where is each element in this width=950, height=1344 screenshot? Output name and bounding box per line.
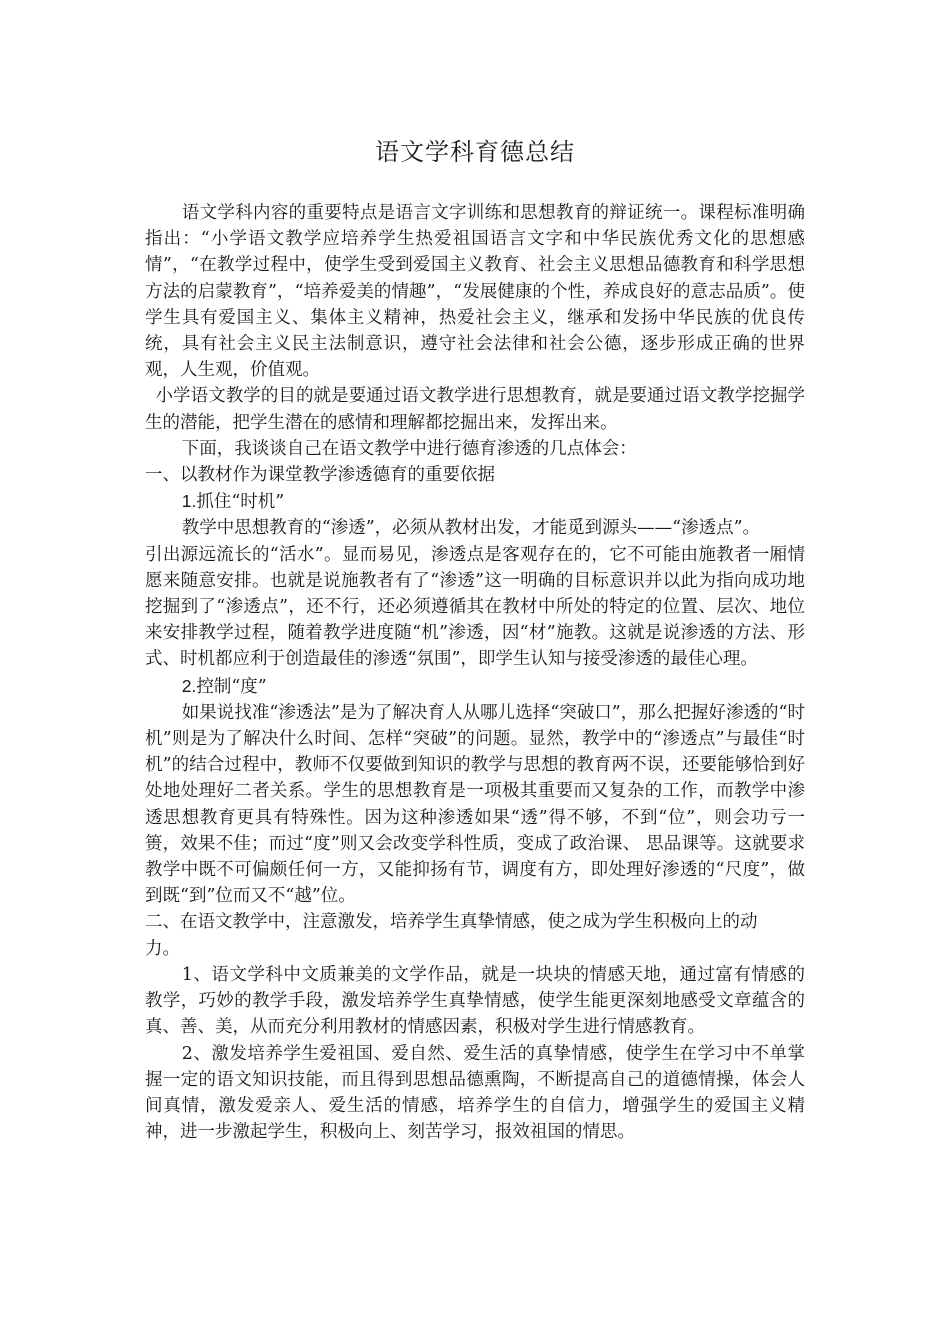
paragraph-intro: 语文学科内容的重要特点是语言文字训练和思想教育的辩证统一。课程标准明确指出：“小学语文教学应培养学生热爱祖国语言文字和中华民族优秀文化的思想感情”，“在教学过程中，使学生受到爱国主义教育、社会主义思想品德教育和科学思想方法的启蒙教育”，“培养爱美的情趣”，“发展健康的个性，养成良好的意志品质”。使学生具有爱国主义、集体主义精神，热爱社会主义，继承和发扬中华民族的优良传统，具有社会主义民主法制意识，遵守社会法律和社会公德，逐步形成正确的世界观，人生观，价值观。 — [145, 203, 805, 381]
paragraph-emotion-2: 2、激发培养学生爱祖国、爱自然、爱生活的真挚情感，使学生在学习中不单掌握一定的语文知识技能，而且得到思想品德熏陶，不断提高自己的道德情操，体会人间真情，激发爱亲人、爱生活的情感，培养学生的自信力，增强学生的爱国主义精神，进一步激起学生，积极向上、刻苦学习，报效祖国的情思。 — [145, 1043, 805, 1143]
subheading-2-text: 控制“度” — [196, 676, 267, 697]
subheading-2-number: 2. — [181, 675, 197, 696]
document-body — [145, 200, 805, 1145]
paragraph-overview: 下面，我谈谈自己在语文教学中进行德育渗透的几点体会： — [181, 438, 637, 459]
section-heading-2-line-2: 力。 — [145, 938, 180, 959]
subheading-2 — [145, 673, 805, 700]
paragraph-emotion-1: 1、语文学科中文质兼美的文学作品，就是一块块的情感天地，通过富有情感的教学，巧妙的教学手段，激发培养学生真挚情感，使学生能更深刻地感受文章蕴含的真、善、美，从而充分利用教材的情感因素，积极对学生进行情感教育。 — [145, 964, 805, 1038]
document-title: 语文学科育德总结 — [375, 138, 575, 166]
paragraph-purpose: 小学语文教学的目的就是要通过语文教学进行思想教育，就是要通过语文教学挖掘学生的潜能，把学生潜在的感情和理解都挖掘出来，发挥出来。 — [145, 386, 805, 433]
subheading-1 — [145, 488, 805, 515]
subheading-1-text: 抓住“时机” — [196, 492, 285, 513]
paragraph-degree: 如果说找准“渗透法”是为了解决育人从哪儿选择“突破口”，那么把握好渗透的“时机”则是为了解决什么时间、怎样“突破”的问题。显然，教学中的“渗透点”与最佳“时机”的结合过程中，教师不仅要做到知识的教学与思想的教育两不误，还要能够恰到好处地处理好二者关系。学生的思想教育是一项极其重要而又复杂的工作，而教学中渗透思想教育更具有特殊性。因为这种渗透如果“透”得不够，不到“位”，则会功亏一篑，效果不佳；而过“度”则又会改变学科性质，变成了政治课、 思品课等。这就要求教学中既不可偏颇任何一方，又能抑扬有节，调度有方，即处理好渗透的“尺度”，做到既“到”位而又不“越”位。 — [145, 702, 805, 907]
subheading-1-number: 1. — [181, 491, 197, 512]
section-heading-2-line-1: 二、在语文教学中，注意激发，培养学生真挚情感，使之成为学生积极向上的动 — [145, 912, 758, 933]
section-heading-1: 一、以教材作为课堂教学渗透德育的重要依据 — [145, 465, 495, 486]
paragraph-timing-a: 教学中思想教育的“渗透”，必须从教材出发，才能觅到源头——“渗透点”。 — [181, 518, 761, 539]
paragraph-timing-b: 引出源远流长的“活水”。显而易见，渗透点是客观存在的，它不可能由施教者一厢情愿来随意安排。也就是说施教者有了“渗透”这一明确的目标意识并以此为指向成功地挖掘到了“渗透点”，还不行，还必须遵循其在教材中所处的特定的位置、层次、地位来安排教学过程，随着教学进度随“机”渗透，因“材”施教。这就是说渗透的方法、形式、时机都应利于创造最佳的渗透“氛围”，即学生认知与接受渗透的最佳心理。 — [145, 544, 805, 670]
